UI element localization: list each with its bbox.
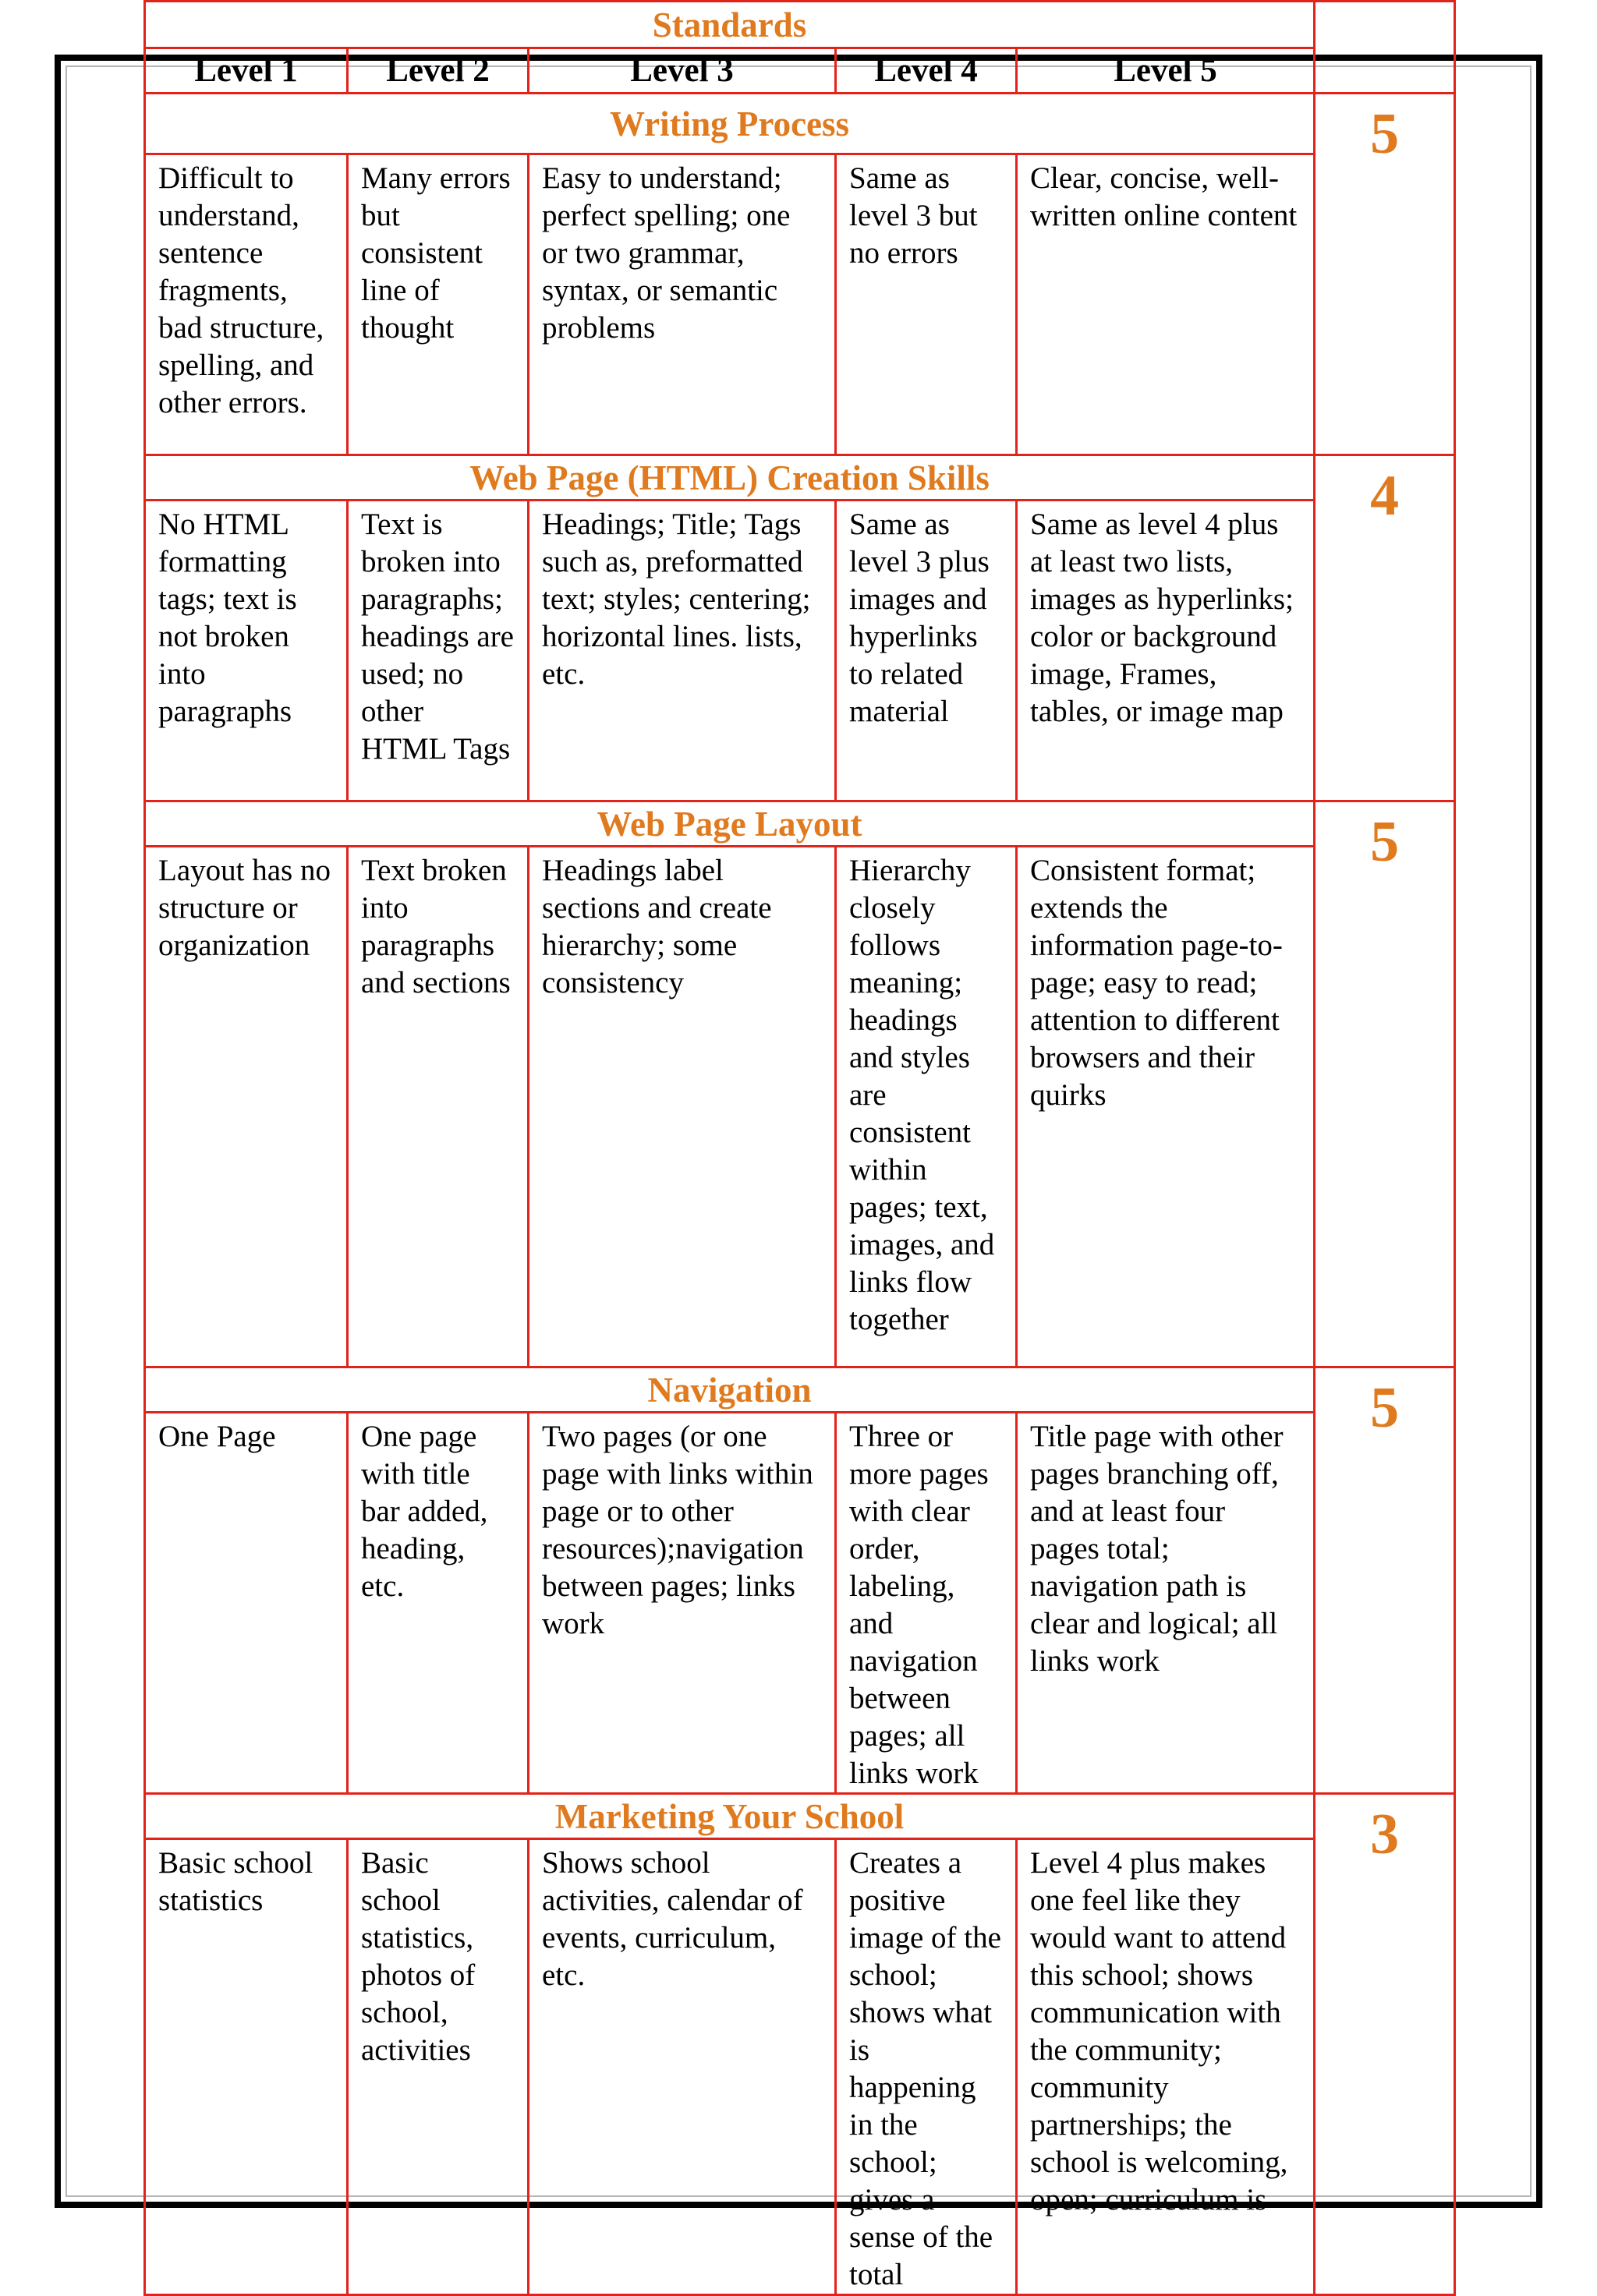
- section-criteria-row: [145, 847, 1455, 1367]
- section-criteria-row: [145, 1413, 1455, 1794]
- section-criteria-row: [145, 501, 1455, 801]
- level-2-criteria: One page with title bar added, heading, etc.: [348, 1413, 529, 1794]
- level-3-criteria: Easy to understand; perfect spelling; one or two grammar, syntax, or semantic problems: [529, 154, 836, 455]
- section-criteria-row: [145, 154, 1455, 455]
- section-heading: Marketing Your School: [145, 1794, 1315, 1839]
- section-heading: Web Page (HTML) Creation Skills: [145, 455, 1315, 501]
- level-3-criteria: Two pages (or one page with links within page or to other resources);navigation between pages; links work: [529, 1413, 836, 1794]
- level-4-header: Level 4: [836, 48, 1017, 94]
- level-4-criteria: Same as level 3 plus images and hyperlinks to related material: [836, 501, 1017, 801]
- standards-title: Standards: [145, 2, 1315, 48]
- section-score: 5: [1315, 94, 1455, 455]
- score-column-header: [1315, 2, 1455, 94]
- level-5-criteria: Title page with other pages branching off, and at least four pages total; navigation path is clear and logical; all links work: [1017, 1413, 1315, 1794]
- levels-row: [145, 48, 1455, 94]
- level-1-criteria: Layout has no structure or organization: [145, 847, 348, 1367]
- section-score: 5: [1315, 1367, 1455, 1794]
- level-3-criteria: Headings label sections and create hierarchy; some consistency: [529, 847, 836, 1367]
- section-score: 4: [1315, 455, 1455, 801]
- level-1-criteria: Basic school statistics: [145, 1839, 348, 2295]
- section-heading-row: [145, 455, 1455, 501]
- level-5-criteria: Consistent format; extends the information page-to-page; easy to read; attention to different browsers and their quirks: [1017, 847, 1315, 1367]
- section-score: 5: [1315, 801, 1455, 1367]
- level-2-criteria: Text broken into paragraphs and sections: [348, 847, 529, 1367]
- section-criteria-row: [145, 1839, 1455, 2295]
- level-1-criteria: No HTML formatting tags; text is not broken into paragraphs: [145, 501, 348, 801]
- level-4-criteria: Hierarchy closely follows meaning; headings and styles are consistent within pages; text, images, and links flow together: [836, 847, 1017, 1367]
- section-heading: Navigation: [145, 1367, 1315, 1413]
- level-5-criteria: Level 4 plus makes one feel like they would want to attend this school; shows communication with the community; community partnerships; the school is welcoming, open; curriculum is: [1017, 1839, 1315, 2295]
- level-1-criteria: Difficult to understand, sentence fragments, bad structure, spelling, and other errors.: [145, 154, 348, 455]
- level-2-header: Level 2: [348, 48, 529, 94]
- level-4-criteria: Creates a positive image of the school; shows what is happening in the school; gives a sense of the total: [836, 1839, 1017, 2295]
- section-heading: Writing Process: [145, 94, 1315, 154]
- level-3-criteria: Headings; Title; Tags such as, preformatted text; styles; centering; horizontal lines. lists, etc.: [529, 501, 836, 801]
- level-5-criteria: Same as level 4 plus at least two lists, images as hyperlinks; color or background image, Frames, tables, or image map: [1017, 501, 1315, 801]
- level-2-criteria: Basic school statistics, photos of school, activities: [348, 1839, 529, 2295]
- section-heading-row: [145, 1367, 1455, 1413]
- level-5-criteria: Clear, concise, well-written online content: [1017, 154, 1315, 455]
- rubric-table: [143, 0, 1456, 2296]
- section-heading-row: [145, 94, 1455, 154]
- level-5-header: Level 5: [1017, 48, 1315, 94]
- section-heading-row: [145, 801, 1455, 847]
- section-heading-row: [145, 1794, 1455, 1839]
- level-2-criteria: Text is broken into paragraphs; headings are used; no other HTML Tags: [348, 501, 529, 801]
- level-3-header: Level 3: [529, 48, 836, 94]
- section-heading: Web Page Layout: [145, 801, 1315, 847]
- level-3-criteria: Shows school activities, calendar of events, curriculum, etc.: [529, 1839, 836, 2295]
- standards-row: [145, 2, 1455, 48]
- level-2-criteria: Many errors but consistent line of thought: [348, 154, 529, 455]
- level-4-criteria: Same as level 3 but no errors: [836, 154, 1017, 455]
- level-1-criteria: One Page: [145, 1413, 348, 1794]
- level-4-criteria: Three or more pages with clear order, labeling, and navigation between pages; all links work: [836, 1413, 1017, 1794]
- level-1-header: Level 1: [145, 48, 348, 94]
- section-score: 3: [1315, 1794, 1455, 2295]
